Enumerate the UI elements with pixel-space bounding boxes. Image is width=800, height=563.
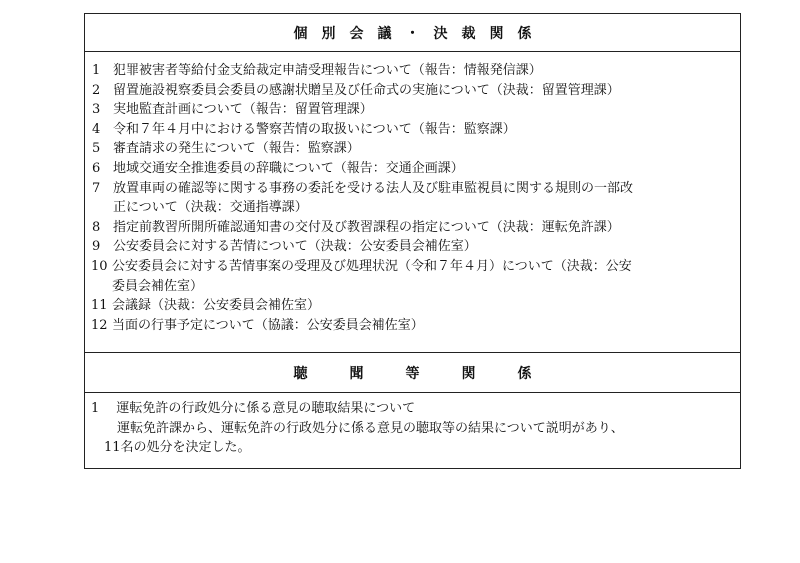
hearing-body xyxy=(91,399,734,458)
hearing-item-title: 1 運転免許の行政処分に係る意見の聴取結果について xyxy=(91,401,416,416)
item-number: 10 xyxy=(91,258,108,274)
item-number: 8 xyxy=(92,219,101,235)
item-number: 2 xyxy=(92,82,101,98)
item-number: 4 xyxy=(92,121,101,137)
item-number: 9 xyxy=(92,239,101,255)
item-number: 7 xyxy=(92,180,101,196)
list-item xyxy=(91,159,734,179)
item-text: 会議録（決裁：公安委員会補佐室） xyxy=(112,298,321,314)
hearing-item-text-continued: 11名の処分を決定した。 xyxy=(91,440,251,456)
list-item xyxy=(91,100,734,120)
item-text: 放置車両の確認等に関する事務の委託を受ける法人及び駐車監視員に関する規則の一部改 正について（決裁：交通指導課） xyxy=(113,180,634,216)
list-item xyxy=(91,257,734,296)
decisions-header: 個 別 会 議 ・ 決 裁 関 係 xyxy=(293,26,532,42)
list-item xyxy=(91,296,734,316)
list-item xyxy=(91,139,734,159)
item-text: 犯罪被害者等給付金支給裁定申請受理報告について（報告：情報発信課） xyxy=(113,63,542,78)
item-number: 11 xyxy=(91,298,108,314)
item-text: 指定前教習所開所確認通知書の交付及び教習課程の指定について（決裁：運転免許課） xyxy=(113,219,620,235)
list-item xyxy=(91,81,734,101)
hearing-top-divider xyxy=(85,352,740,353)
list-item xyxy=(91,120,734,140)
item-number: 3 xyxy=(92,102,101,118)
list-item xyxy=(91,61,734,81)
item-number: 1 xyxy=(92,63,101,78)
item-text: 地域交通安全推進委員の辞職について（報告：交通企画課） xyxy=(113,160,464,176)
list-item xyxy=(91,237,734,257)
item-number: 5 xyxy=(92,141,101,157)
item-text: 当面の行事予定について（協議：公安委員会補佐室） xyxy=(112,317,424,333)
decisions-header-divider xyxy=(85,51,740,52)
item-text: 公安委員会に対する苦情について（決裁：公安委員会補佐室） xyxy=(113,239,477,255)
item-number: 12 xyxy=(91,317,108,333)
item-number: 6 xyxy=(92,160,101,176)
list-item xyxy=(91,218,734,238)
document-frame xyxy=(84,13,741,469)
list-item xyxy=(91,179,734,218)
item-text: 令和７年４月中における警察苦情の取扱いについて（報告：監察課） xyxy=(113,121,516,137)
list-item xyxy=(91,316,734,336)
decisions-list xyxy=(91,61,734,335)
item-text: 留置施設視察委員会委員の感謝状贈呈及び任命式の実施について（決裁：留置管理課） xyxy=(113,82,620,98)
item-text: 公安委員会に対する苦情事案の受理及び処理状況（令和７年４月）について（決裁：公安 委員会補佐室） xyxy=(112,258,632,294)
item-text: 実地監査計画について（報告：留置管理課） xyxy=(113,102,373,118)
hearing-header: 聴 聞 等 関 係 xyxy=(293,366,532,382)
item-text: 審査請求の発生について（報告：監察課） xyxy=(113,141,360,157)
hearing-item-text: 運転免許課から、運転免許の行政処分に係る意見の聴取等の結果について説明があり、 xyxy=(91,420,624,436)
hearing-header-divider xyxy=(85,392,740,393)
